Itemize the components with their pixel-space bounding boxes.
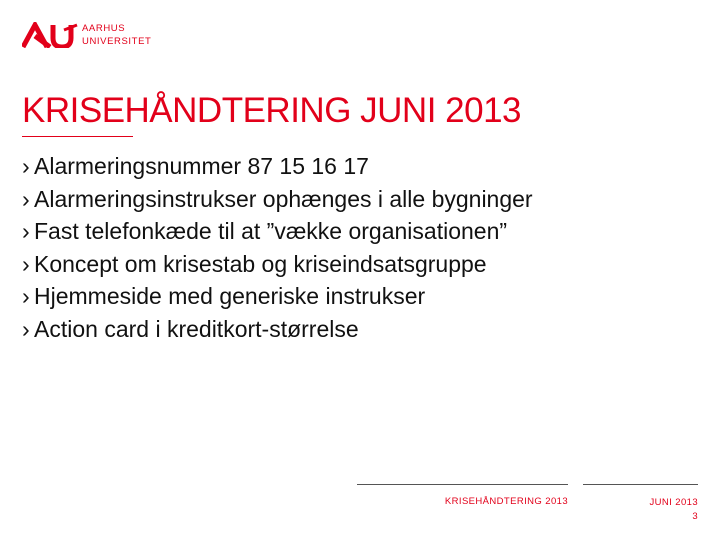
bullet-list <box>22 150 533 346</box>
footer-divider-right <box>583 484 698 485</box>
bullet-text: Alarmeringsinstrukser ophænges i alle bygninger <box>34 185 533 212</box>
bullet-text: Action card i kreditkort-størrelse <box>34 315 359 342</box>
chevron-right-icon: › <box>22 315 30 342</box>
chevron-right-icon: › <box>22 283 30 310</box>
bullet-item <box>22 248 533 281</box>
bullet-item <box>22 150 533 183</box>
footer-title: KRISEHÅNDTERING 2013 <box>444 496 568 507</box>
chevron-right-icon: › <box>22 250 30 277</box>
logo-line-1: AARHUS <box>82 23 126 34</box>
university-name <box>82 22 151 48</box>
au-logo-icon <box>22 22 78 48</box>
bullet-text: Koncept om krisestab og kriseindsatsgruppe <box>34 250 487 277</box>
chevron-right-icon: › <box>22 185 30 212</box>
chevron-right-icon: › <box>22 218 30 245</box>
bullet-text: Alarmeringsnummer 87 15 16 17 <box>34 153 369 179</box>
footer-date: JUNI 2013 <box>649 497 698 508</box>
bullet-item <box>22 183 533 216</box>
page-number: 3 <box>692 511 698 522</box>
bullet-item <box>22 215 533 248</box>
bullet-text: Hjemmeside med generiske instrukser <box>34 283 426 310</box>
footer-meta <box>583 496 698 524</box>
bullet-item <box>22 313 533 346</box>
footer-divider-left <box>357 484 568 485</box>
logo-line-2: UNIVERSITET <box>82 36 152 47</box>
chevron-right-icon: › <box>22 153 30 179</box>
slide-title: KRISEHÅNDTERING JUNI 2013 <box>22 91 522 130</box>
bullet-item <box>22 280 533 313</box>
bullet-text: Fast telefonkæde til at ”vække organisationen” <box>34 218 508 245</box>
title-underline <box>22 136 133 137</box>
